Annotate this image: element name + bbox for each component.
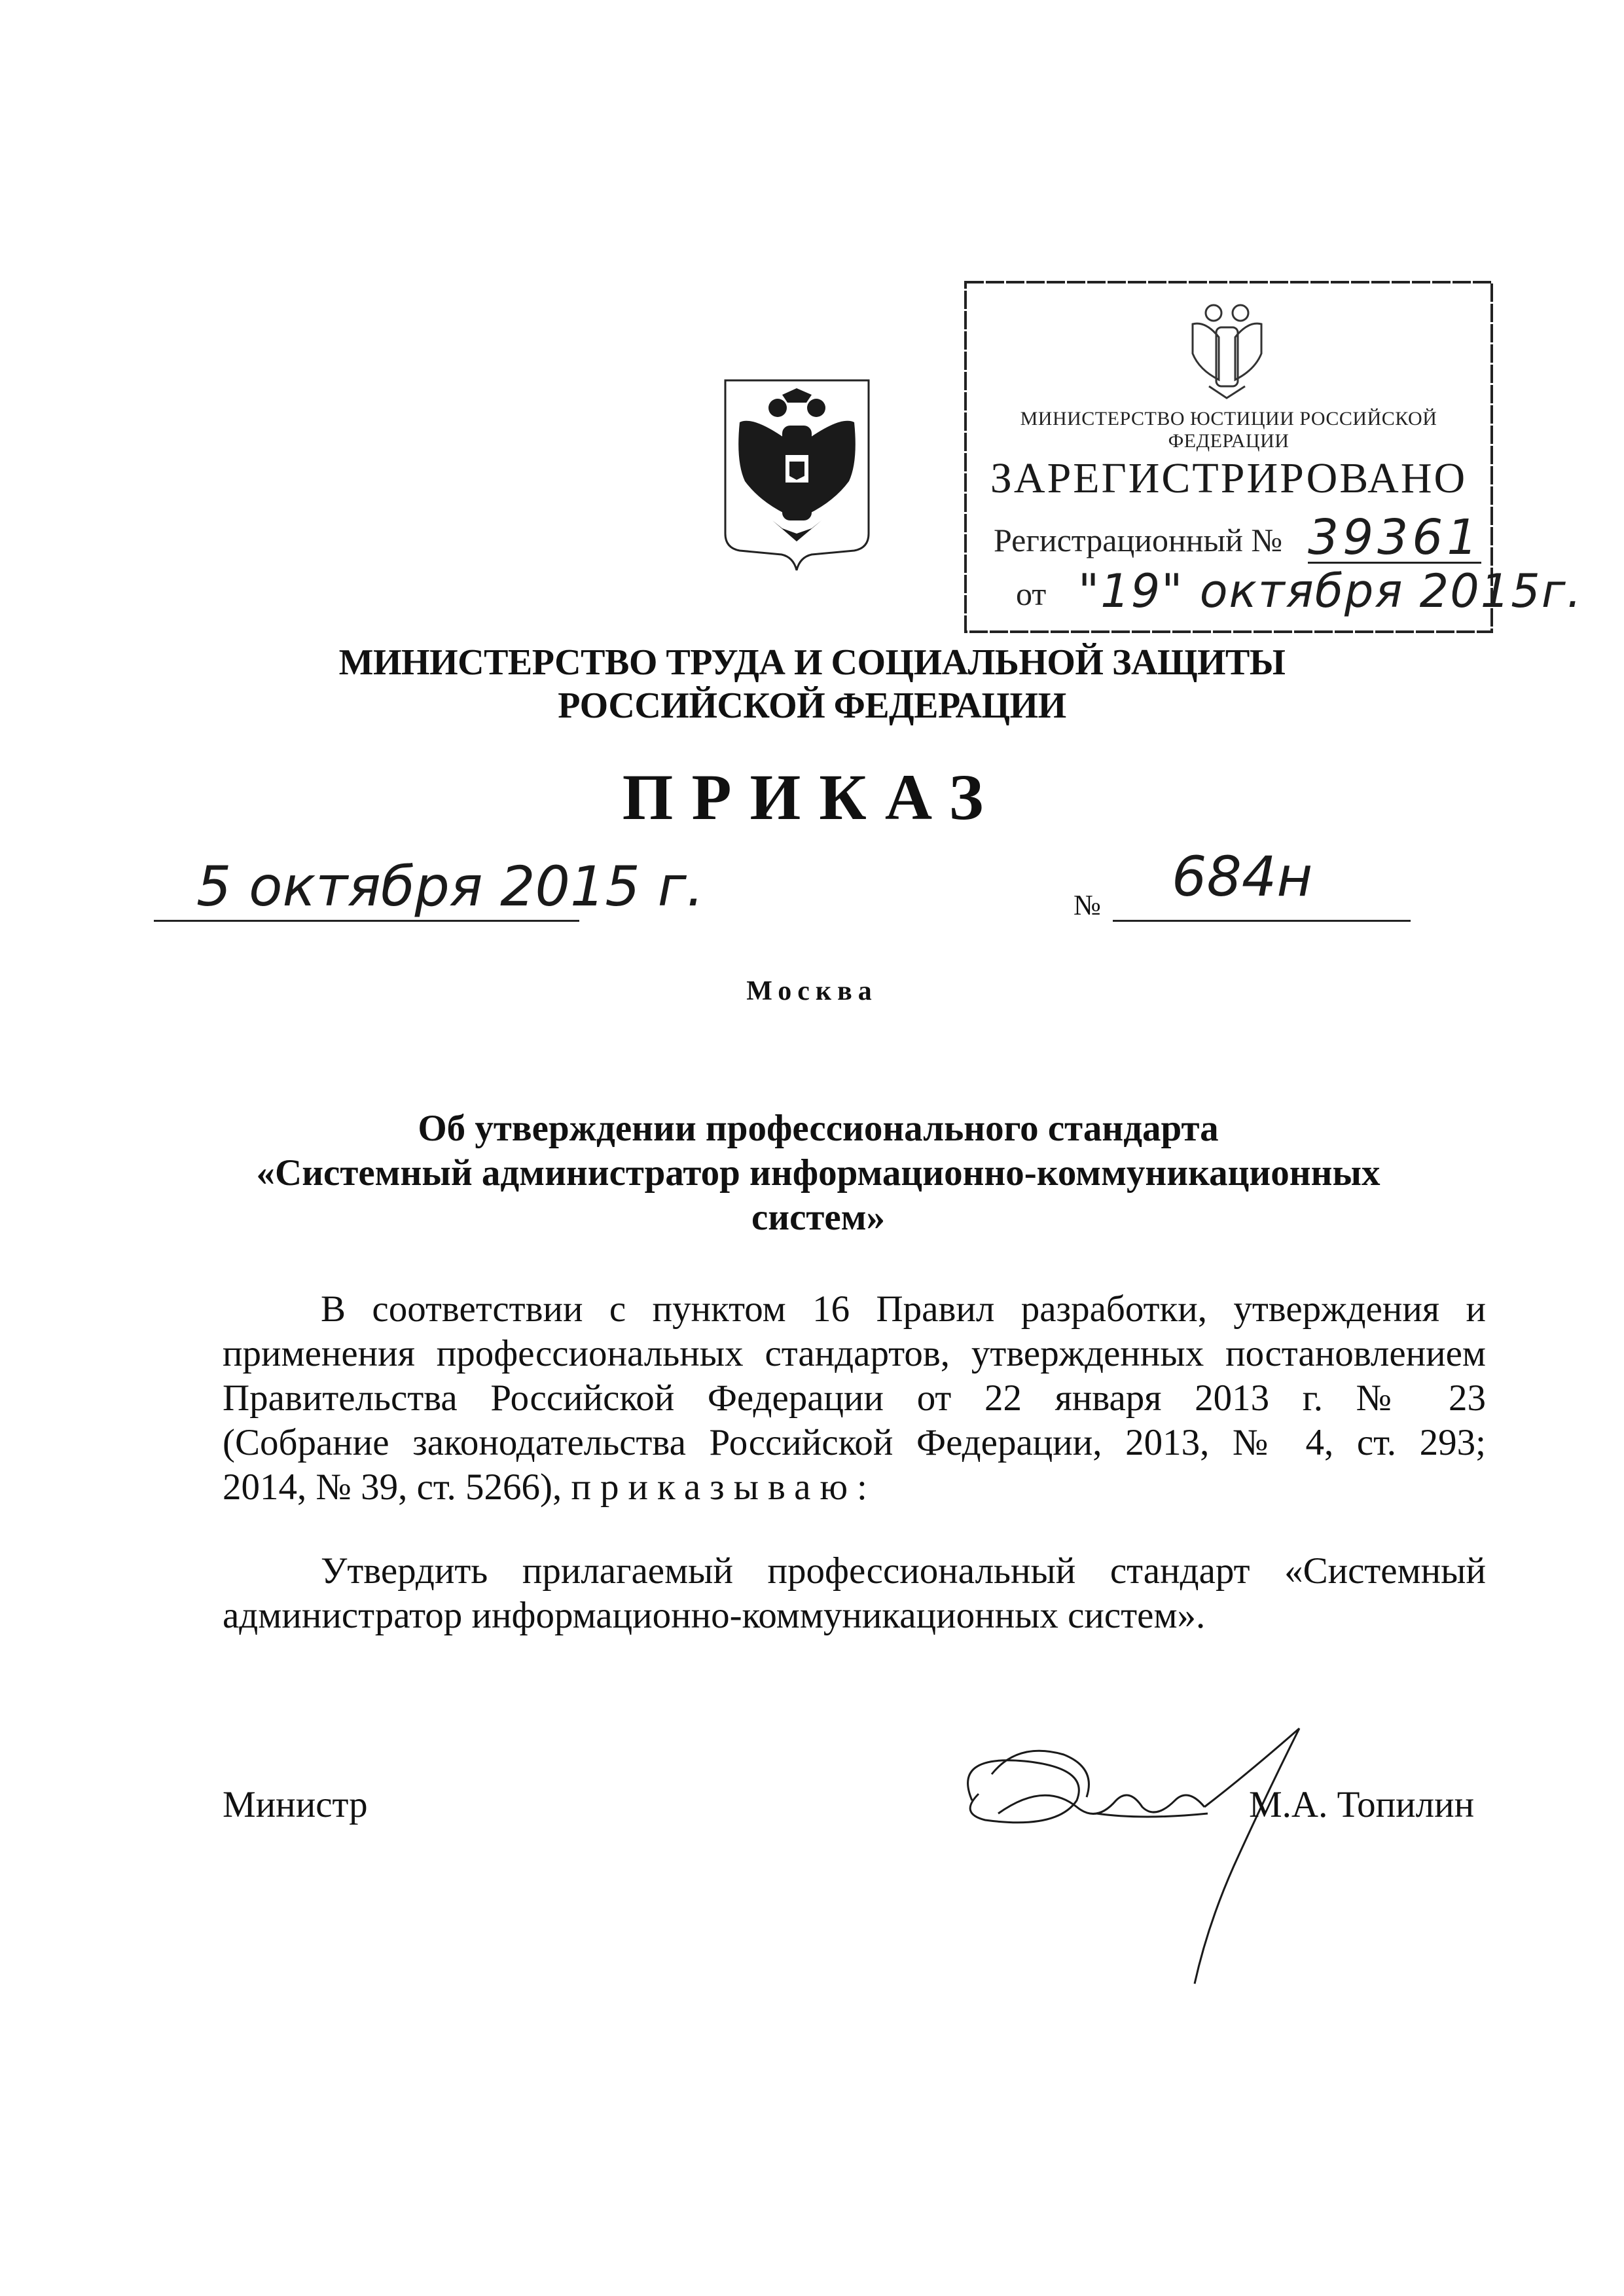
signer-name: М.А. Топилин [1249, 1784, 1475, 1825]
order-subject [196, 1106, 1440, 1240]
signer-title: Министр [223, 1784, 368, 1825]
date-underline [154, 920, 579, 922]
subject-line3: систем» [751, 1197, 886, 1238]
operative-paragraph [223, 1549, 1486, 1638]
subject-line1: Об утверждении профессионального стандарта [418, 1108, 1219, 1149]
stamp-date-line [1016, 564, 1583, 621]
preamble-paragraph [223, 1287, 1486, 1510]
stamp-registration-line [994, 509, 1491, 568]
stamp-eagle-icon [1180, 295, 1274, 399]
registration-stamp [964, 280, 1583, 634]
p1-line5-citation: 2014, № 39, ст. 5266), [223, 1467, 562, 1508]
order-date: 5 октября 2015 г. [196, 854, 704, 919]
p1-line2: применения профессиональных стандартов, утвержденных постановлением [223, 1333, 1486, 1374]
number-underline [1113, 920, 1411, 922]
ministry-name-line1: МИНИСТЕРСТВО ТРУДА И СОЦИАЛЬНОЙ ЗАЩИТЫ [338, 642, 1286, 683]
city: Москва [746, 976, 878, 1006]
stamp-date-value: "19" октября 2015г. [1078, 564, 1583, 618]
p2-line2: администратор информационно-коммуникационных систем». [223, 1595, 1206, 1636]
subject-line2: «Системный администратор информационно-коммуникационных [256, 1152, 1380, 1194]
p1-line5 [223, 1465, 1486, 1510]
handwritten-signature [946, 1715, 1352, 1990]
stamp-reg-number: 39361 [1308, 509, 1482, 566]
order-number: 684н [1172, 845, 1313, 909]
stamp-status: ЗАРЕГИСТРИРОВАНО [990, 454, 1468, 502]
number-sign: № [1074, 889, 1101, 921]
p2-line1: Утвердить прилагаемый профессиональный стандарт «Системный [321, 1550, 1486, 1592]
stamp-ministry: МИНИСТЕРСТВО ЮСТИЦИИ РОССИЙСКОЙ ФЕДЕРАЦИИ [1020, 408, 1437, 452]
p1-line1: В соответствии с пунктом 16 Правил разработки, утверждения и [321, 1288, 1486, 1330]
stamp-date-label: от [1016, 575, 1047, 612]
ministry-name-line2: РОССИЙСКОЙ ФЕДЕРАЦИИ [558, 685, 1066, 726]
p1-line3: Правительства Российской Федерации от 22 января 2013 г. № 23 [223, 1377, 1486, 1419]
stamp-reg-label: Регистрационный № [994, 522, 1283, 558]
order-verb: приказываю: [571, 1467, 876, 1508]
state-emblem-icon [720, 376, 874, 573]
document-type-title: ПРИКАЗ [622, 761, 1002, 833]
p1-line4: (Собрание законодательства Российской Федерации, 2013, № 4, ст. 293; [223, 1422, 1486, 1463]
